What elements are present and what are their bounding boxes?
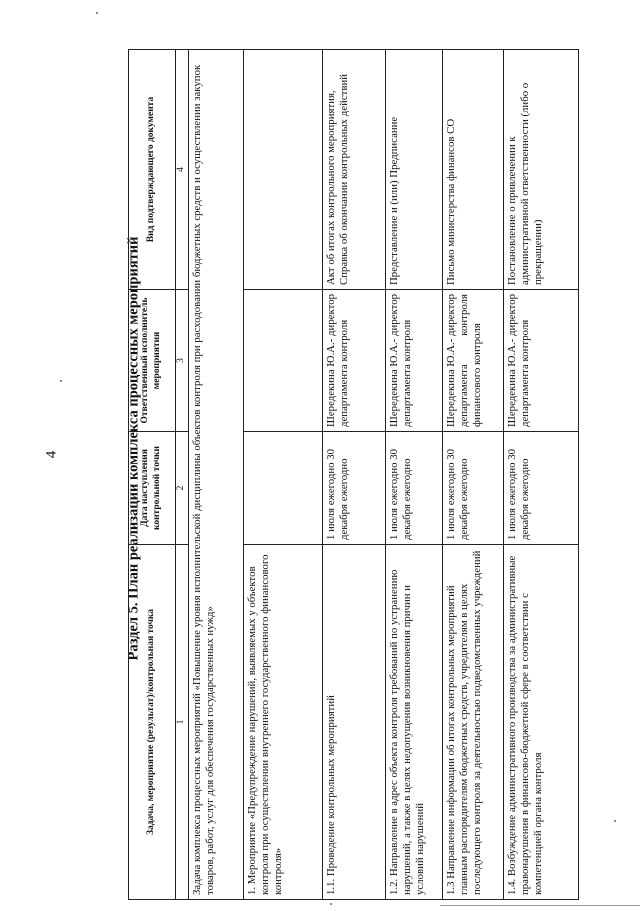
col-number: 3 xyxy=(176,290,189,432)
table-row xyxy=(323,50,386,900)
scan-speck xyxy=(330,903,332,905)
col-number: 1 xyxy=(176,545,189,900)
header-executor: Ответственный исполнитель мероприятия xyxy=(129,290,176,432)
activity-cell: 1. Мероприятие «Предупреждение нарушений, выявляемых у объектов контроля при осуществлении внутреннего государственного финансового контроля» xyxy=(244,545,323,900)
plan-table-wrapper xyxy=(128,50,588,900)
date-cell: 1 июля ежегодно 30 декабря ежегодно xyxy=(323,432,386,545)
activity-cell: 1.2. Направление в адрес объекта контроля требований по устранению нарушений, а также в целях недопущения возникновения причин и условий нарушений xyxy=(386,545,443,900)
executor-cell xyxy=(244,290,323,432)
executor-cell: Шередекина Ю.А.- директор департамента контроля xyxy=(323,290,386,432)
activity-cell: 1.4. Возбуждение административного производства за административные правонарушения в финансово-бюджетной сфере в соответствии с компетенцией органа контроля xyxy=(504,545,579,900)
task-cell: Задача комплекса процессных мероприятий «Повышение уровня исполнительской дисциплины объектов контроля при расходовании бюджетных средств и осуществлении закупок товаров, работ, услуг для обеспечения государственных нужд» xyxy=(189,50,244,900)
task-row xyxy=(189,50,244,900)
table-row xyxy=(504,50,579,900)
executor-cell: Шередекина Ю.А.- директор департамента контроля xyxy=(504,290,579,432)
scan-speck xyxy=(614,820,616,822)
section-title: Раздел 5. План реализации комплекса процессных мероприятий xyxy=(125,236,142,661)
table-row xyxy=(244,50,323,900)
document-cell: Представление и (или) Предписание xyxy=(386,50,443,290)
scan-edge-line xyxy=(440,905,640,906)
col-number: 4 xyxy=(176,50,189,290)
header-date: Дата наступления контрольной точки xyxy=(129,432,176,545)
scan-speck xyxy=(60,380,62,382)
date-cell: 1 июля ежегодно 30 декабря ежегодно xyxy=(386,432,443,545)
date-cell: 1 июля ежегодно 30 декабря ежегодно xyxy=(504,432,579,545)
plan-table xyxy=(128,49,579,900)
executor-cell: Шередекина Ю.А.- директор департамента контроля финансового контроля xyxy=(443,290,504,432)
header-row xyxy=(129,50,176,900)
table-row xyxy=(443,50,504,900)
document-cell: Постановление о привлечении к административной ответственности (либо о прекращении) xyxy=(504,50,579,290)
header-activity: Задача, мероприятие (результат)/контрольная точка xyxy=(129,545,176,900)
executor-cell: Шередекина Ю.А.- директор департамента контроля xyxy=(386,290,443,432)
col-number: 2 xyxy=(176,432,189,545)
activity-cell: 1.1. Проведение контрольных мероприятий xyxy=(323,545,386,900)
header-document: Вид подтверждающего документа xyxy=(129,50,176,290)
document-cell: Акт об итогах контрольного мероприятия, Справка об окончании контрольных действий xyxy=(323,50,386,290)
date-cell xyxy=(244,432,323,545)
activity-cell: 1.3 Направление информации об итогах контрольных мероприятий главным распорядителям бюджетных средств, учредителям в целях последующего контроля за деятельностью подведомственных учреждений xyxy=(443,545,504,900)
table-row xyxy=(386,50,443,900)
page-number: 4 xyxy=(43,450,60,459)
document-cell: Письмо министерства финансов СО xyxy=(443,50,504,290)
scan-speck xyxy=(96,12,98,14)
column-number-row xyxy=(176,50,189,900)
document-cell xyxy=(244,50,323,290)
date-cell: 1 июля ежегодно 30 декабря ежегодно xyxy=(443,432,504,545)
